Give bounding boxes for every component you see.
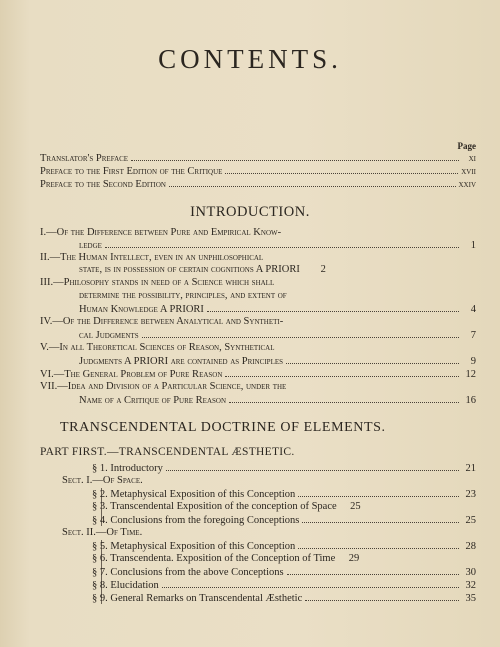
part-first-heading: PART FIRST.—TRANSCENDENTAL ÆSTHETIC. <box>40 446 295 458</box>
toc-entry-sec-5[interactable]: § 5. Metaphysical Exposition of this Conception 28 <box>92 541 476 552</box>
toc-entry-sec-9[interactable]: § 9. General Remarks on Transcendental Æsthetic 35 <box>92 593 476 604</box>
introduction-heading: INTRODUCTION. <box>190 204 310 220</box>
toc-entry-sec-6[interactable]: § 6. Transcendenta. Exposition of the Conception of Time 29 <box>92 553 360 564</box>
doctrine-heading: TRANSCENDENTAL DOCTRINE OF ELEMENTS. <box>60 420 386 435</box>
toc-entry-sec-7[interactable]: § 7. Conclusions from the above Conceptions 30 <box>92 567 476 578</box>
toc-entry-sec-8[interactable]: § 8. Elucidation 32 <box>92 580 476 591</box>
toc-entry-sec-1[interactable]: § 1. Introductory 21 <box>92 463 476 474</box>
toc-entry-preface-second-edition[interactable]: Preface to the Second Edition xxiv <box>40 179 476 190</box>
page-column-label: Page <box>457 141 476 151</box>
toc-entry-sec-4[interactable]: § 4. Conclusions from the foregoing Conceptions 25 <box>92 515 476 526</box>
toc-entry-preface-first-edition[interactable]: Preface to the First Edition of the Critique xvii <box>40 166 476 177</box>
toc-entry-sec-2[interactable]: § 2. Metaphysical Exposition of this Conception 23 <box>92 489 476 500</box>
section-time-label: Sect. II.—Of Time. <box>62 527 143 538</box>
page-title: CONTENTS. <box>158 44 342 74</box>
toc-entry-intro-6[interactable]: VI.—The General Problem of Pure Reason 12 <box>40 369 476 380</box>
section-space-label: Sect. I.—Of Space. <box>62 475 143 486</box>
toc-entry-translators-preface[interactable]: Translator's Preface xi <box>40 153 476 164</box>
book-page: CONTENTS. Page Translator's Preface xi Preface to the First Edition of the Critique xvii Preface to the Second Edition xxiv INTRODUCTION. I.—Of the Difference between Pure and Empirical Know- ledge 1 II.—The Human Intellect, even in an unphilosophical state, is in possession of certain cognitions A PRIORI 2 III.—Philosophy stands in need of a Science which shall determine the possibility, principles, and extent of Human Knowledge A PRIORI 4 IV.—Of the Difference between Analytical and Syntheti- cal Judgments 7 V.—In all Theoretical Sciences of Reason, Synthetical Judgments A PRIORI are contained as Principles 9 VI.—The General Problem of Pure Reason 12 VII.—Idea and Division of a Particular Science, under the Name of a Critique of Pure Reason 16 TRANSCENDENTAL DOCTRINE OF ELEMENTS. PART FIRST.—TRANSCENDENTAL ÆSTHETIC. § 1. Introductory 21 Sect. I.—Of Space. § 2. Metaphysical Exposition of this Conception 23 § 3. Transcendental Exposition of the conception of Space 25 § 4. Conclusions from the foregoing Conceptions 25 Sect. II.—Of Time. § 5. Metaphysical Exposition of this Conception 28 § 6. Transcendenta. Exposition of the Conception of Time 29 § 7. Conclusions from the above Conceptions 30 § 8. Elucidation 32 § 9. General Remarks on Transcendental Æsthetic 35 <box>0 0 500 647</box>
toc-entry-sec-3[interactable]: § 3. Transcendental Exposition of the conception of Space 25 <box>92 501 361 512</box>
